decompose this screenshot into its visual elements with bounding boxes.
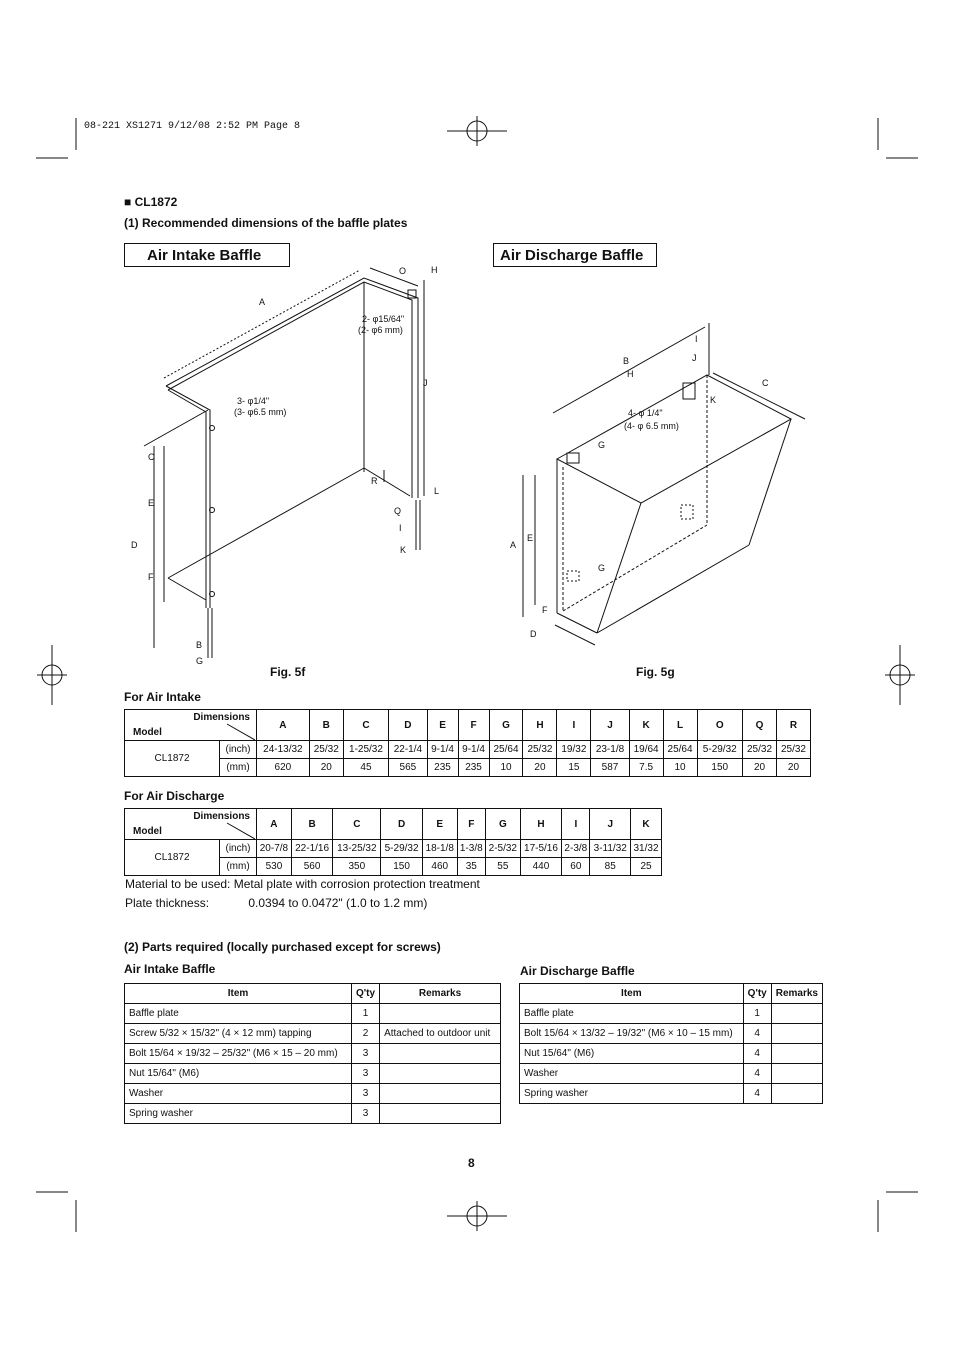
table-row [125,1044,501,1064]
dim-label-A: A [510,540,517,550]
inch-value-C: 13-25/32 [333,840,381,858]
thickness-value: 0.0394 to 0.0472" (1.0 to 1.2 mm) [248,896,428,910]
inch-value-L: 25/64 [663,741,697,759]
discharge-hole-note: 4- φ 1/4" [628,408,663,418]
model-cell: CL1872 [125,741,220,777]
remarks-cell [771,1084,822,1104]
dim-label-G: G [598,440,606,450]
table-row [125,1084,501,1104]
dim-label-D: D [131,540,138,550]
discharge-box-title: Air Discharge Baffle [493,243,657,267]
column-header-L: L [663,710,697,741]
inch-value-I: 19/32 [557,741,591,759]
fig-5g-caption: Fig. 5g [636,665,675,679]
square-bullet-icon: ■ [124,195,132,209]
item-header: Item [125,984,352,1004]
dim-label-O: O [399,266,407,276]
inch-value-G: 25/64 [489,741,523,759]
table-row [125,741,811,759]
dim-label-R: R [371,476,378,486]
dim-label-J: J [692,353,697,363]
mm-value-E: 235 [427,759,458,777]
model-header: Model [133,826,162,837]
table-row [520,1044,823,1064]
column-header-D: D [381,809,422,840]
discharge-dimensions-table [124,808,662,876]
qty-header: Q'ty [352,984,380,1004]
column-header-R: R [776,710,810,741]
dim-label-J: J [423,378,428,388]
inch-value-H: 25/32 [523,741,557,759]
item-header: Item [520,984,744,1004]
fig-5f-caption: Fig. 5f [270,665,306,679]
column-header-H: H [520,809,561,840]
inch-value-D: 22-1/4 [389,741,427,759]
remarks-cell [771,1064,822,1084]
mm-value-C: 350 [333,858,381,876]
intake-baffle-drawing [124,260,454,670]
inch-value-K: 31/32 [631,840,662,858]
mm-value-H: 440 [520,858,561,876]
mm-value-A: 530 [257,858,292,876]
mm-value-D: 150 [381,858,422,876]
inch-value-E: 9-1/4 [427,741,458,759]
parts-discharge-title: Air Discharge Baffle [520,964,635,978]
model-heading [124,195,177,209]
model-heading-text: CL1872 [134,195,178,209]
mm-value-G: 55 [485,858,520,876]
column-header-C: C [333,809,381,840]
thickness-label: Plate thickness: [125,896,210,910]
qty-cell: 4 [743,1064,771,1084]
intake-hole-note-top-mm: (2- φ6 mm) [358,325,403,335]
mm-value-F: 235 [458,759,489,777]
qty-cell: 2 [352,1024,380,1044]
column-header-O: O [697,710,743,741]
print-stamp: 08-221 XS1271 9/12/08 2:52 PM Page 8 [84,121,301,132]
item-cell: Nut 15/64" (M6) [520,1044,744,1064]
inch-value-O: 5-29/32 [697,741,743,759]
parts-intake-table [124,983,501,1124]
table-row [520,1084,823,1104]
item-cell: Spring washer [520,1084,744,1104]
mm-value-B: 560 [291,858,332,876]
intake-box-title: Air Intake Baffle [124,243,290,267]
remarks-cell [380,1084,501,1104]
column-header-B: B [291,809,332,840]
dim-label-K: K [710,395,717,405]
column-header-D: D [389,710,427,741]
inch-value-B: 22-1/16 [291,840,332,858]
remarks-cell [771,1004,822,1024]
dim-label-E: E [527,533,534,543]
column-header-I: I [557,710,591,741]
item-cell: Bolt 15/64 × 19/32 – 25/32" (M6 × 15 – 20 mm) [125,1044,352,1064]
table-row [125,840,662,858]
table-header-row [125,710,811,741]
remarks-cell [771,1024,822,1044]
mm-value-G: 10 [489,759,523,777]
item-cell: Baffle plate [520,1004,744,1024]
remarks-header: Remarks [380,984,501,1004]
dim-label-L: L [434,486,440,496]
mm-value-J: 587 [591,759,629,777]
remarks-header: Remarks [771,984,822,1004]
dim-label-F: F [148,572,154,582]
dim-label-I: I [695,334,698,344]
table-header-row [125,984,501,1004]
column-header-A: A [257,809,292,840]
mm-value-B: 20 [309,759,343,777]
qty-cell: 4 [743,1024,771,1044]
mm-value-C: 45 [343,759,389,777]
column-header-E: E [427,710,458,741]
mm-value-I: 60 [562,858,590,876]
page-number: 8 [468,1156,475,1170]
dim-label-B: B [623,356,630,366]
column-header-F: F [457,809,485,840]
item-cell: Nut 15/64" (M6) [125,1064,352,1084]
qty-cell: 1 [743,1004,771,1024]
remarks-cell: Attached to outdoor unit [380,1024,501,1044]
unit-cell: (mm) [220,858,257,876]
dim-label-E: E [148,498,155,508]
unit-cell: (mm) [220,759,257,777]
parts-intake-title: Air Intake Baffle [124,962,216,976]
table-row [520,1064,823,1084]
qty-header: Q'ty [743,984,771,1004]
column-header-Q: Q [743,710,777,741]
qty-cell: 3 [352,1044,380,1064]
mm-value-L: 10 [663,759,697,777]
section-2-title: (2) Parts required (locally purchased except for screws) [124,940,441,954]
dim-label-H: H [627,369,634,379]
parts-discharge-table [519,983,823,1104]
inch-value-R: 25/32 [776,741,810,759]
inch-value-J: 3-11/32 [590,840,631,858]
qty-cell: 4 [743,1044,771,1064]
column-header-J: J [591,710,629,741]
item-cell: Washer [520,1064,744,1084]
mm-value-R: 20 [776,759,810,777]
intake-table-title: For Air Intake [124,690,201,704]
inch-value-B: 25/32 [309,741,343,759]
dim-label-C: C [148,452,155,462]
mm-value-A: 620 [257,759,310,777]
table-row [125,1064,501,1084]
material-value: Metal plate with corrosion protection treatment [233,877,480,891]
mm-value-F: 35 [457,858,485,876]
column-header-E: E [422,809,457,840]
dimensions-header: Dimensions [193,811,250,822]
model-cell: CL1872 [125,840,220,876]
inch-value-A: 20-7/8 [257,840,292,858]
column-header-G: G [485,809,520,840]
inch-value-H: 17-5/16 [520,840,561,858]
inch-value-Q: 25/32 [743,741,777,759]
mm-value-O: 150 [697,759,743,777]
mm-value-H: 20 [523,759,557,777]
dim-label-H: H [431,265,438,275]
table-corner [125,809,257,840]
remarks-cell [380,1004,501,1024]
discharge-baffle-drawing [505,315,825,650]
table-header-row [520,984,823,1004]
discharge-table-title: For Air Discharge [124,789,225,803]
dim-label-F: F [542,605,548,615]
inch-value-K: 19/64 [629,741,663,759]
section-1-title: (1) Recommended dimensions of the baffle plates [124,216,408,230]
inch-value-F: 9-1/4 [458,741,489,759]
inch-value-A: 24-13/32 [257,741,310,759]
remarks-cell [380,1064,501,1084]
unit-cell: (inch) [220,741,257,759]
column-header-A: A [257,710,310,741]
dim-label-D: D [530,629,537,639]
mm-value-K: 7.5 [629,759,663,777]
mm-value-D: 565 [389,759,427,777]
qty-cell: 3 [352,1104,380,1124]
dim-label-C: C [762,378,769,388]
unit-cell: (inch) [220,840,257,858]
inch-value-J: 23-1/8 [591,741,629,759]
inch-value-E: 18-1/8 [422,840,457,858]
model-header: Model [133,727,162,738]
mm-value-J: 85 [590,858,631,876]
item-cell: Baffle plate [125,1004,352,1024]
thickness-line [125,896,427,910]
table-row [125,1004,501,1024]
column-header-I: I [562,809,590,840]
inch-value-F: 1-3/8 [457,840,485,858]
column-header-C: C [343,710,389,741]
dim-label-K: K [400,545,407,555]
discharge-hole-note-mm: (4- φ 6.5 mm) [624,421,679,431]
remarks-cell [771,1044,822,1064]
table-row [520,1024,823,1044]
mm-value-Q: 20 [743,759,777,777]
table-row [125,1104,501,1124]
inch-value-D: 5-29/32 [381,840,422,858]
item-cell: Bolt 15/64 × 13/32 – 19/32" (M6 × 10 – 15 mm) [520,1024,744,1044]
remarks-cell [380,1104,501,1124]
dim-label-G: G [598,563,606,573]
item-cell: Screw 5/32 × 15/32" (4 × 12 mm) tapping [125,1024,352,1044]
dim-label-A: A [259,297,266,307]
inch-value-G: 2-5/32 [485,840,520,858]
material-line [125,877,480,891]
dim-label-G: G [196,656,204,666]
inch-value-C: 1-25/32 [343,741,389,759]
mm-value-E: 460 [422,858,457,876]
qty-cell: 3 [352,1064,380,1084]
column-header-K: K [629,710,663,741]
intake-hole-note-side: 3- φ1/4" [237,396,270,406]
material-label: Material to be used: [125,877,231,891]
remarks-cell [380,1044,501,1064]
column-header-G: G [489,710,523,741]
mm-value-I: 15 [557,759,591,777]
dimensions-header: Dimensions [193,712,250,723]
item-cell: Spring washer [125,1104,352,1124]
column-header-K: K [631,809,662,840]
dim-label-Q: Q [394,506,402,516]
intake-dimensions-table [124,709,811,777]
inch-value-I: 2-3/8 [562,840,590,858]
qty-cell: 3 [352,1084,380,1104]
table-row [520,1004,823,1024]
intake-hole-note-side-mm: (3- φ6.5 mm) [234,407,287,417]
column-header-J: J [590,809,631,840]
table-row [125,759,811,777]
dim-label-I: I [399,523,402,533]
intake-hole-note-top: 2- φ15/64" [362,314,405,324]
table-corner [125,710,257,741]
qty-cell: 4 [743,1084,771,1104]
table-row [125,1024,501,1044]
table-header-row [125,809,662,840]
column-header-H: H [523,710,557,741]
column-header-B: B [309,710,343,741]
item-cell: Washer [125,1084,352,1104]
column-header-F: F [458,710,489,741]
mm-value-K: 25 [631,858,662,876]
dim-label-B: B [196,640,203,650]
qty-cell: 1 [352,1004,380,1024]
